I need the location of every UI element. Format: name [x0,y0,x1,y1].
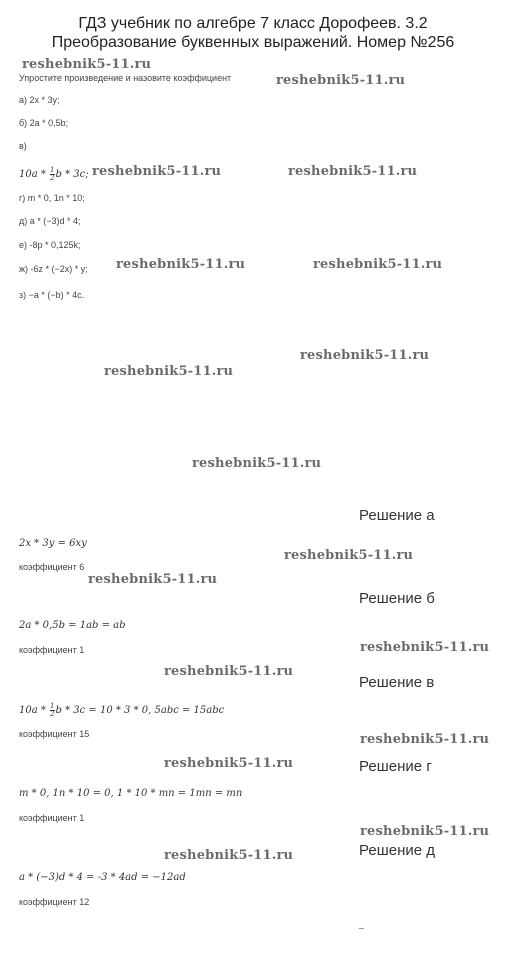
watermark: reshebnik5-11.ru [360,732,490,747]
divider [359,928,364,929]
solution-coef-b: коэффициент 1 [19,645,85,655]
task-item-b: б) 2a * 0,5b; [19,118,69,128]
task-item-v-label: в) [19,141,27,151]
watermark: reshebnik5-11.ru [22,57,152,72]
watermark: reshebnik5-11.ru [360,824,490,839]
watermark: reshebnik5-11.ru [116,257,246,272]
task-item-a: а) 2x * 3y; [19,95,60,105]
watermark: reshebnik5-11.ru [360,640,490,655]
solution-heading-a: Решение а [359,507,435,524]
fraction: $\frac{1}{2}$ [50,702,55,718]
solution-coef-g: коэффициент 1 [19,813,85,823]
watermark: reshebnik5-11.ru [164,664,294,679]
solution-formula-v: 10a * $\frac{1}{2}$ b * 3c = 10 * 3 * 0, 5abc = 15abc [19,702,225,718]
solution-heading-g: Решение г [359,758,432,775]
solution-coef-d: коэффициент 12 [19,897,90,907]
watermark: reshebnik5-11.ru [88,572,218,587]
watermark: reshebnik5-11.ru [92,164,222,179]
fraction: $\frac{1}{2}$ [50,166,55,182]
watermark: reshebnik5-11.ru [164,756,294,771]
task-item-z: з) −a * (−b) * 4c. [19,290,85,300]
solution-formula-d: a * (−3)d * 4 = -3 * 4ad = −12ad [19,872,186,883]
task-item-v-formula: 10a * $\frac{1}{2}$ b * 3c; [19,166,89,182]
task-item-d: д) a * (−3)d * 4; [19,216,81,226]
task-instruction: Упростите произведение и назовите коэффициент [19,73,232,83]
watermark: reshebnik5-11.ru [313,257,443,272]
solution-formula-g: m * 0, 1n * 10 = 0, 1 * 10 * mn = 1mn = mn [19,788,243,799]
watermark: reshebnik5-11.ru [300,348,430,363]
page-title-line2: Преобразование буквенных выражений. Номер №256 [51,34,455,51]
watermark: reshebnik5-11.ru [192,456,322,471]
solution-heading-d: Решение д [359,842,435,859]
solution-coef-a: коэффициент 6 [19,562,85,572]
watermark: reshebnik5-11.ru [288,164,418,179]
solution-formula-b: 2a * 0,5b = 1ab = ab [19,620,126,631]
task-item-e: е) -8p * 0,125k; [19,240,81,250]
task-item-zh: ж) -6z * (−2x) * y; [19,264,88,274]
solution-heading-v: Решение в [359,674,435,691]
solution-formula-a: 2x * 3y = 6xy [19,538,87,549]
task-item-g: г) m * 0, 1n * 10; [19,193,85,203]
watermark: reshebnik5-11.ru [284,548,414,563]
solution-coef-v: коэффициент 15 [19,729,90,739]
page-title-line1: ГДЗ учебник по алгебре 7 класс Дорофеев. 3.2 [78,15,428,32]
watermark: reshebnik5-11.ru [164,848,294,863]
watermark: reshebnik5-11.ru [104,364,234,379]
solution-heading-b: Решение б [359,590,435,607]
watermark: reshebnik5-11.ru [276,73,406,88]
